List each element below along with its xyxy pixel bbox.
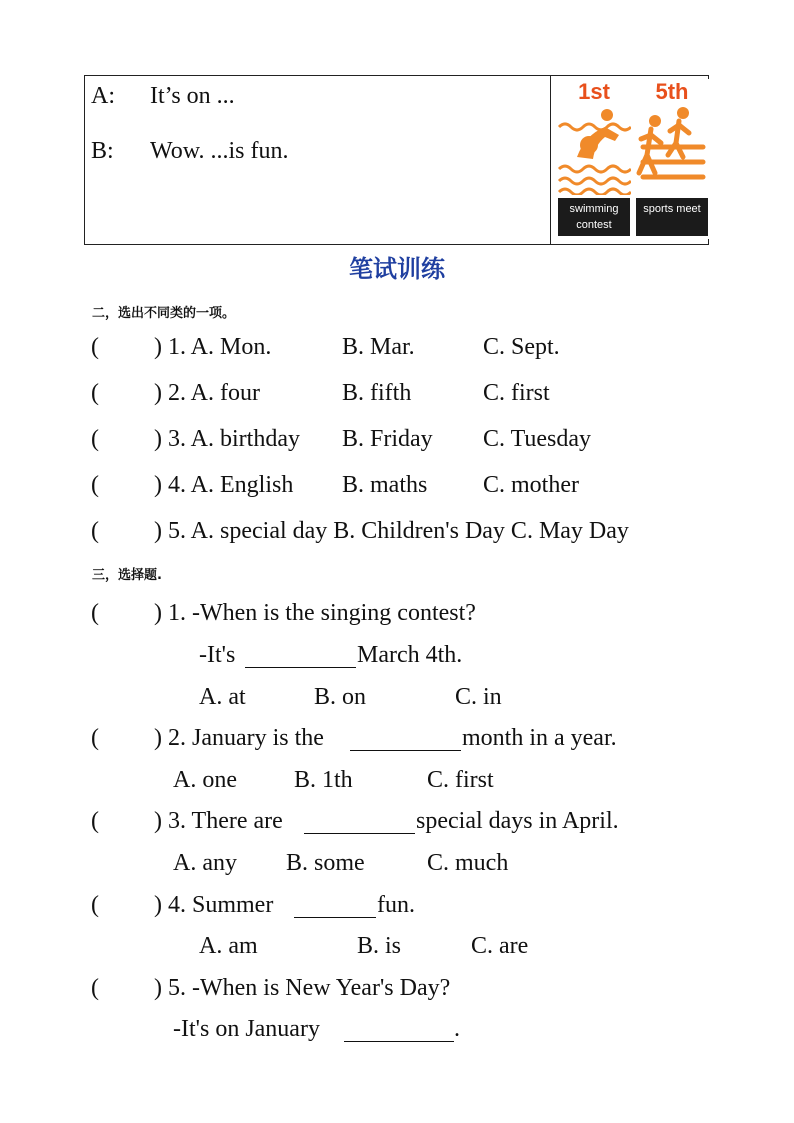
answer-paren: ( bbox=[91, 334, 99, 360]
q3-blank bbox=[304, 811, 415, 834]
answer-paren: ( bbox=[91, 808, 99, 834]
ordinal-label: 5th bbox=[655, 79, 689, 104]
speaker-a-text: It’s on ... bbox=[150, 83, 235, 109]
runners-icon bbox=[635, 107, 709, 195]
option-b: B. maths bbox=[342, 472, 428, 498]
q1-blank bbox=[245, 645, 356, 668]
question-stem: ) 1. A. Mon. bbox=[154, 334, 272, 360]
answer-paren: ( bbox=[91, 426, 99, 452]
answer-paren: ( bbox=[91, 892, 99, 918]
option-c: C. are bbox=[471, 933, 529, 959]
question-stem: ) 5. A. special day B. Children's Day C. May Day bbox=[154, 518, 629, 544]
q2-stem-start: ) 2. January is the bbox=[154, 725, 324, 751]
option-b: B. 1th bbox=[294, 767, 353, 793]
q4-stem-start: ) 4. Summer bbox=[154, 892, 274, 918]
answer-paren: ( bbox=[91, 518, 99, 544]
picture-caption: sports meet bbox=[636, 198, 708, 236]
part2-heading: 二，选出不同类的一项。 bbox=[92, 306, 236, 321]
q5-blank bbox=[344, 1019, 454, 1042]
option-c: C. Sept. bbox=[483, 334, 560, 360]
answer-paren: ( bbox=[91, 600, 99, 626]
q5-answer-end: . bbox=[454, 1016, 460, 1042]
option-c: C. first bbox=[483, 380, 550, 406]
q3-stem-start: ) 3. There are bbox=[154, 808, 283, 834]
option-c: C. Tuesday bbox=[483, 426, 592, 452]
option-c: C. first bbox=[427, 767, 494, 793]
part3-heading: 三，选择题. bbox=[92, 568, 162, 583]
option-a: A. any bbox=[173, 850, 237, 876]
q1-answer-start: -It's bbox=[199, 642, 236, 668]
option-c: C. mother bbox=[483, 472, 579, 498]
answer-paren: ( bbox=[91, 380, 99, 406]
speaker-b-text: Wow. ...is fun. bbox=[150, 138, 289, 164]
option-b: B. is bbox=[357, 933, 402, 959]
q5-answer-start: -It's on January bbox=[173, 1016, 320, 1042]
section-title: 笔试训练 bbox=[349, 255, 445, 283]
option-c: C. in bbox=[455, 684, 502, 710]
q2-blank bbox=[350, 728, 461, 751]
option-a: A. am bbox=[199, 933, 258, 959]
q5-stem: ) 5. -When is New Year's Day? bbox=[154, 975, 451, 1001]
option-b: B. Mar. bbox=[342, 334, 415, 360]
sports-meet-picture bbox=[633, 79, 711, 239]
q2-stem-end: month in a year. bbox=[462, 725, 617, 751]
answer-paren: ( bbox=[91, 472, 99, 498]
option-a: A. at bbox=[199, 684, 246, 710]
q1-answer-end: March 4th. bbox=[357, 642, 463, 668]
swimming-contest-picture bbox=[555, 79, 633, 239]
option-a: A. one bbox=[173, 767, 237, 793]
q4-stem-end: fun. bbox=[377, 892, 415, 918]
q1-stem: ) 1. -When is the singing contest? bbox=[154, 600, 476, 626]
q4-blank bbox=[294, 895, 376, 918]
option-c: C. much bbox=[427, 850, 509, 876]
option-b: B. some bbox=[286, 850, 365, 876]
question-stem: ) 2. A. four bbox=[154, 380, 260, 406]
question-stem: ) 4. A. English bbox=[154, 472, 294, 498]
answer-paren: ( bbox=[91, 975, 99, 1001]
dialogue-divider bbox=[550, 75, 551, 245]
speaker-a-label: A: bbox=[91, 83, 115, 109]
swimmer-icon bbox=[557, 107, 631, 195]
answer-paren: ( bbox=[91, 725, 99, 751]
q3-stem-end: special days in April. bbox=[416, 808, 619, 834]
speaker-b-label: B: bbox=[91, 138, 114, 164]
option-b: B. on bbox=[314, 684, 367, 710]
option-b: B. Friday bbox=[342, 426, 433, 452]
picture-caption: swimming contest bbox=[558, 198, 630, 236]
question-stem: ) 3. A. birthday bbox=[154, 426, 300, 452]
option-b: B. fifth bbox=[342, 380, 412, 406]
ordinal-label: 1st bbox=[578, 79, 610, 104]
